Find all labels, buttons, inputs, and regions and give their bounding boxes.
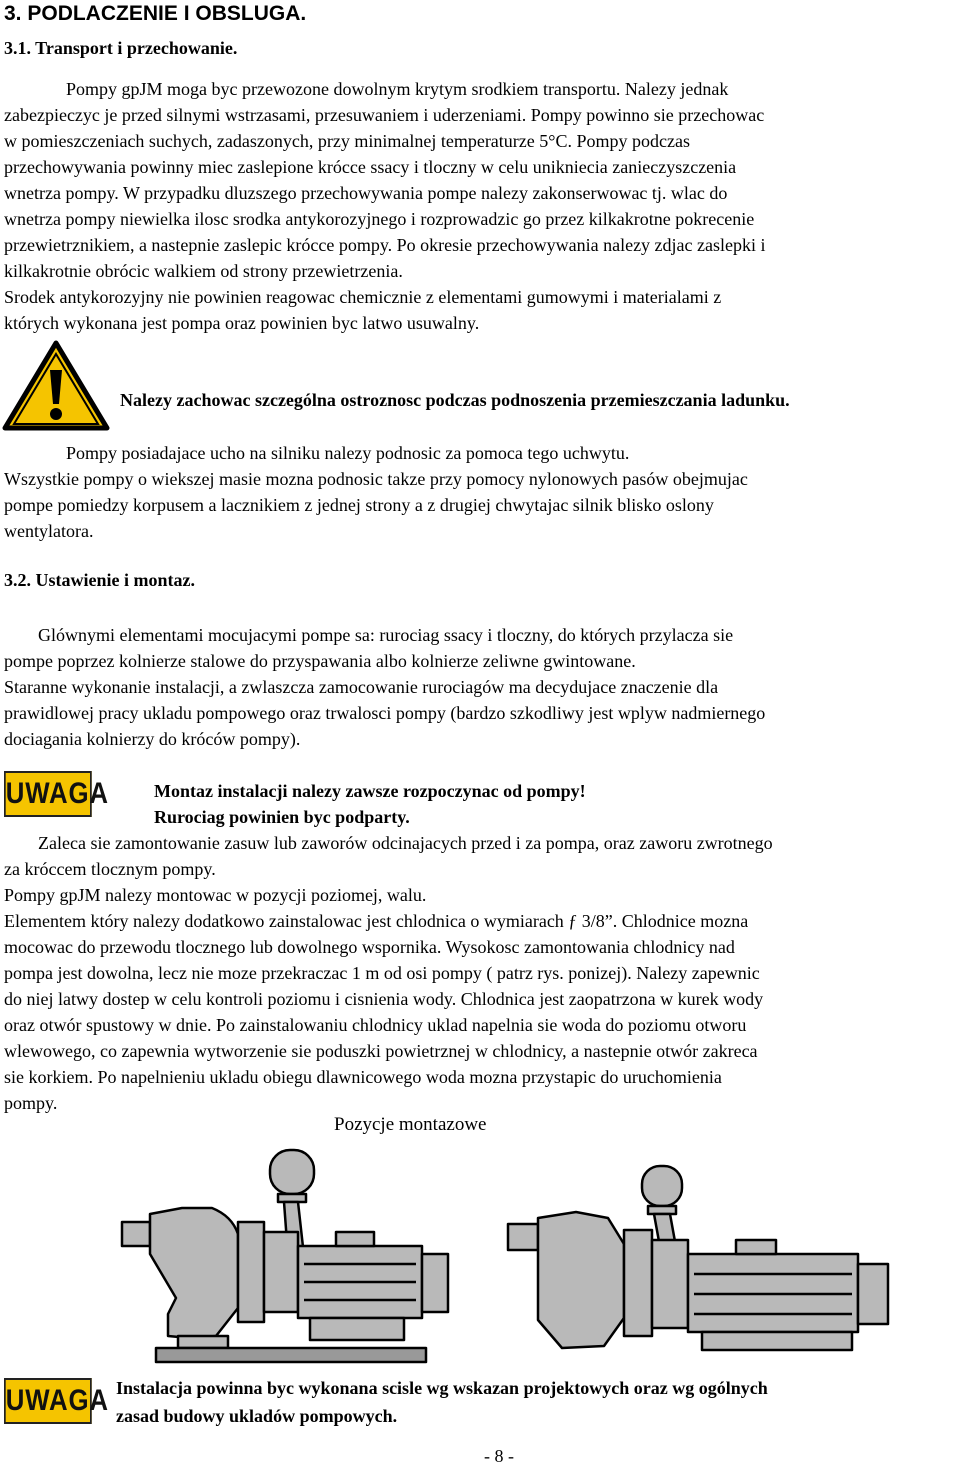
text-line: których wykonana jest pompa oraz powinien byc latwo usuwalny. [4, 313, 480, 333]
uwaga-notice [154, 778, 586, 830]
text-line: pompe pomiedzy korpusem a lacznikiem z jednej strony a z drugiej chwytajac silnik blisko oslony [4, 495, 714, 515]
uwaga-badge: UWAGA [4, 771, 92, 817]
figure-caption: Pozycje montazowe [334, 1114, 487, 1135]
uwaga-badge-2: UWAGA [4, 1378, 92, 1424]
text-line: zabezpieczyc je przed silnymi wstrzasami, przesuwaniem i uderzeniami. Pompy powinno sie przechowac [4, 105, 765, 125]
uwaga-line: zasad budowy ukladów pompowych. [116, 1406, 398, 1426]
text-line: dociagania kolnierzy do króców pompy). [4, 729, 301, 749]
text-line: mocowac do przewodu tlocznego lub dowolnego wspornika. Wysokosc zamontowania chlodnicy nad [4, 937, 735, 957]
text-line: przechowywania powinny miec zaslepione krócce ssacy i tloczny w celu unikniecia zanieczyszczenia [4, 157, 737, 177]
text-line: Pompy gpJM nalezy montowac w pozycji poziomej, walu. [4, 885, 427, 905]
heading-montaz: 3.2. Ustawienie i montaz. [4, 570, 195, 590]
text-line: Staranne wykonanie instalacji, a zwlaszcza zamocowanie rurociagów ma decydujace znaczenie dla [4, 677, 719, 697]
pump-diagram-position-2 [506, 1160, 936, 1360]
uwaga-line: Rurociag powinien byc podparty. [154, 807, 410, 827]
lifting-text [4, 440, 956, 544]
text-line: pompy. [4, 1093, 58, 1113]
text-line: oraz otwór spustowy w dnie. Po zainstalowaniu chlodnicy uklad napelnia sie woda do poziomu otworu [4, 1015, 747, 1035]
warning-text: Nalezy zachowac szczególna ostroznosc podczas podnoszenia przemieszczania ladunku. [120, 390, 790, 410]
text-line: wentylatora. [4, 521, 94, 541]
installation-text [4, 830, 956, 1116]
page-number: - 8 - [484, 1446, 514, 1466]
text-line: pompe poprzez kolnierze stalowe do przyspawania albo kolnierze zeliwne gwintowane. [4, 651, 636, 671]
uwaga-line: Instalacja powinna byc wykonana scisle wg wskazan projektowych oraz wg ogólnych [116, 1378, 768, 1398]
pump-diagram-position-1 [120, 1138, 480, 1368]
text-line: do niej latwy dostep w celu kontroli poziomu i cisnienia wody. Chlodnica jest zaopatrzona w kurek wody [4, 989, 764, 1009]
text-line: Elementem który nalezy dodatkowo zainstalowac jest chlodnica o wymiarach ƒ 3/8”. Chlodnice mozna [4, 911, 749, 931]
transport-text [4, 76, 956, 336]
text-line: pompa jest dowolna, lecz nie moze przekraczac 1 m od osi pompy ( patrz rys. ponizej). Nalezy zapewnic [4, 963, 760, 983]
heading-transport: 3.1. Transport i przechowanie. [4, 38, 238, 58]
montaz-text [4, 622, 956, 752]
text-line: Srodek antykorozyjny nie powinien reagowac chemicznie z elementami gumowymi i materialami z [4, 287, 722, 307]
text-line: prawidlowej pracy ukladu pompowego oraz trwalosci pompy (bardzo szkodliwy jest wplyw nadmiernego [4, 703, 766, 723]
text-line: wnetrza pompy niewielka ilosc srodka antykorozyjnego i rozprowadzic go przez kilkakrotne pokrecenie [4, 209, 755, 229]
text-line: Glównymi elementami mocujacymi pompe sa: rurociag ssacy i tloczny, do których przylacza sie [38, 625, 734, 645]
text-line: kilkakrotnie obrócic walkiem od strony przewietrzenia. [4, 261, 403, 281]
text-line: wlewowego, co zapewnia wytworzenie sie poduszki powietrznej w chlodnicy, a nastepnie otwór zakreca [4, 1041, 758, 1061]
section-title: 3. PODLACZENIE I OBSLUGA. [4, 2, 307, 25]
text-line: Zaleca sie zamontowanie zasuw lub zaworów odcinajacych przed i za pompa, oraz zaworu zwrotnego [38, 833, 773, 853]
text-line: przewietrznikiem, a nastepnie zaslepic krócce pompy. Po okresie przechowywania nalezy zdjac zaslepki i [4, 235, 766, 255]
warning-triangle-icon [2, 340, 110, 432]
text-line: Wszystkie pompy o wiekszej masie mozna podnosic takze przy pomocy nylonowych pasów obejmujac [4, 469, 748, 489]
text-line: Pompy posiadajace ucho na silniku nalezy podnosic za pomoca tego uchwytu. [66, 443, 630, 463]
uwaga-line: Montaz instalacji nalezy zawsze rozpoczynac od pompy! [154, 781, 586, 801]
text-line: za króccem tlocznym pompy. [4, 859, 216, 879]
uwaga-notice-2 [116, 1374, 768, 1430]
text-line: sie korkiem. Po napelnieniu ukladu obiegu dlawnicowego woda mozna przystapic do uruchomienia [4, 1067, 722, 1087]
text-line: w pomieszczeniach suchych, zadaszonych, przy minimalnej temperaturze 5°C. Pompy podczas [4, 131, 690, 151]
text-line: wnetrza pompy. W przypadku dluzszego przechowywania pompe nalezy zakonserwowac tj. wlac do [4, 183, 728, 203]
text-line: Pompy gpJM moga byc przewozone dowolnym krytym srodkiem transportu. Nalezy jednak [66, 79, 729, 99]
